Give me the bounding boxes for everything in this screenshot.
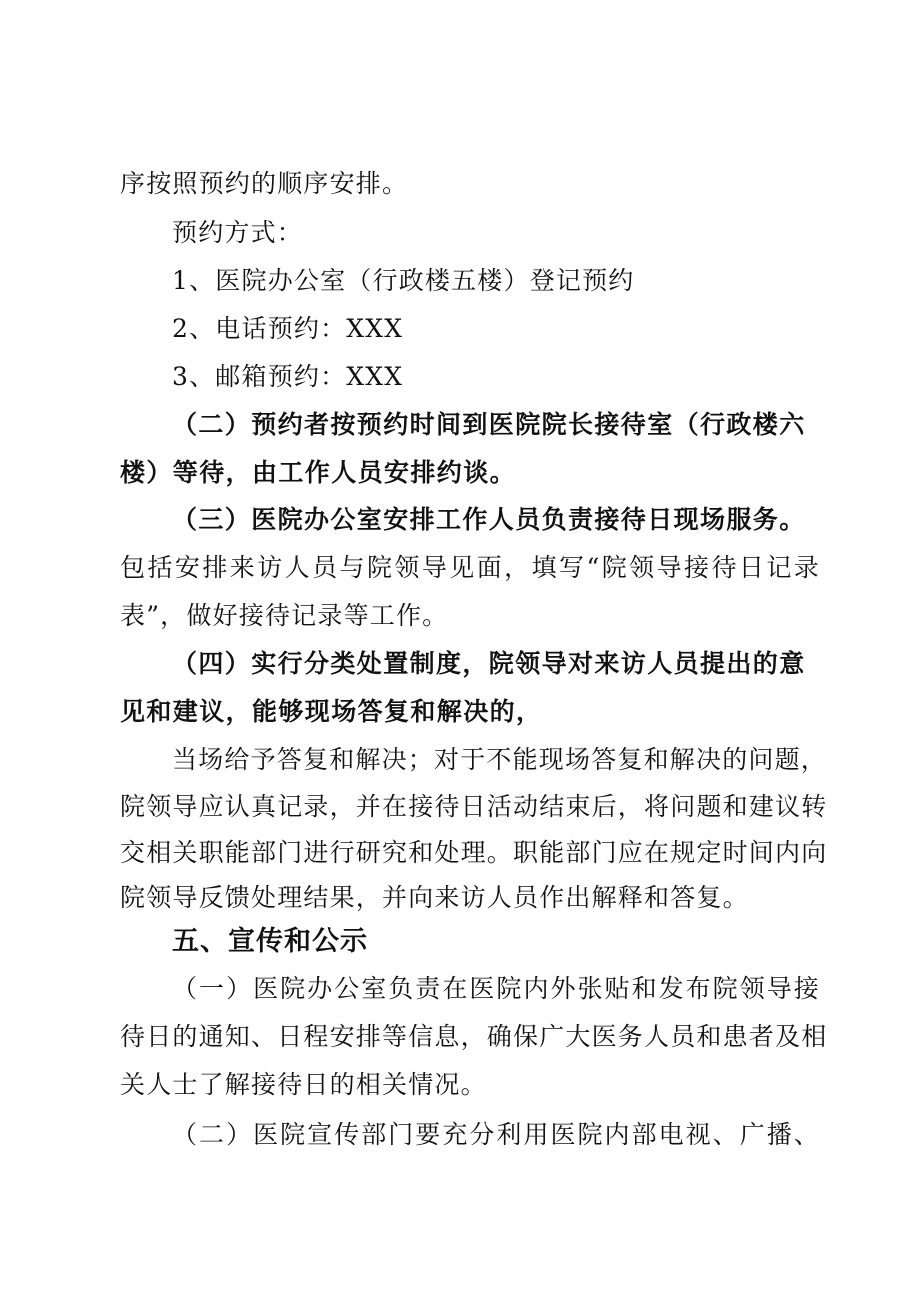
bold-subheading-4: （四）实行分类处置制度，院领导对来访人员提出的意 [172, 649, 806, 678]
paragraph-line-1: 序按照预约的顺序安排。 [120, 169, 409, 198]
paragraph-line-12: （二）医院宣传部门要充分利用医院内部电视、广播、 [172, 1120, 820, 1149]
paragraph-line-2: 预约方式： [172, 218, 304, 247]
section-heading-5: 五、宣传和公示 [172, 926, 368, 957]
paragraph-line-8: 院领导反馈处理结果，并向来访人员作出解释和答复。 [120, 883, 749, 912]
paragraph-line-3: 包括安排来访人员与院领导见面，填写“院领导接待日记录 [120, 553, 820, 582]
bold-subheading-4-continued: 见和建议，能够现场答复和解决的， [120, 697, 543, 726]
list-item-1: 1、医院办公室（行政楼五楼）登记预约 [172, 266, 635, 295]
bold-subheading-3: （三）医院办公室安排工作人员负责接待日现场服务。 [172, 505, 806, 534]
list-item-2: 2、电话预约：XXX [172, 314, 404, 343]
paragraph-line-11: 关人士了解接待日的相关情况。 [120, 1070, 487, 1099]
paragraph-line-5: 当场给予答复和解决；对于不能现场答复和解决的问题， [172, 745, 828, 774]
paragraph-line-10: 待日的通知、日程安排等信息，确保广大医务人员和患者及相 [120, 1022, 828, 1051]
paragraph-line-4: 表”，做好接待记录等工作。 [120, 601, 449, 630]
bold-subheading-2-continued: 楼）等待，由工作人员安排约谈。 [120, 458, 517, 487]
paragraph-line-7: 交相关职能部门进行研究和处理。职能部门应在规定时间内向 [120, 838, 828, 867]
bold-subheading-2: （二）预约者按预约时间到医院院长接待室（行政楼六 [172, 410, 806, 439]
paragraph-line-6: 院领导应认真记录，并在接待日活动结束后，将问题和建议转 [120, 792, 828, 821]
list-item-3: 3、邮箱预约：XXX [172, 362, 404, 391]
paragraph-line-9: （一）医院办公室负责在医院内外张贴和发布院领导接 [172, 974, 820, 1003]
